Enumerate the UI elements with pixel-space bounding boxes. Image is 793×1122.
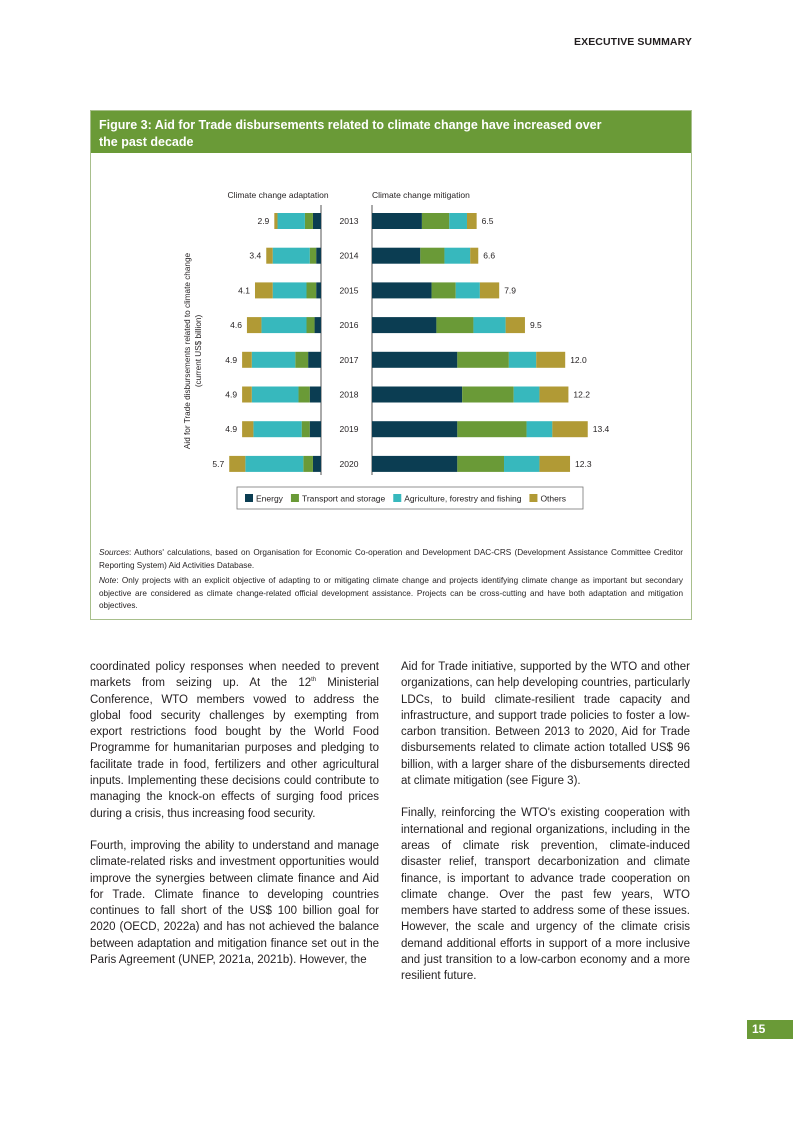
adaptation-bar-segment-others <box>229 456 245 472</box>
adaptation-bar-segment-energy <box>310 387 321 403</box>
adaptation-bar-segment-agriculture-forestry-and-fishing <box>253 421 301 437</box>
stacked-bar-chart <box>91 111 691 541</box>
adaptation-bar-segment-energy <box>313 213 321 229</box>
mitigation-bar-segment-others <box>552 421 587 437</box>
mitigation-bar-segment-others <box>470 248 478 264</box>
adaptation-bar-segment-agriculture-forestry-and-fishing <box>252 387 299 403</box>
year-label: 2017 <box>339 354 359 365</box>
mitigation-bar-segment-agriculture-forestry-and-fishing <box>449 213 467 229</box>
mitigation-bar-segment-transport-and-storage <box>457 352 509 368</box>
year-label: 2020 <box>339 458 359 469</box>
mitigation-total-label: 12.3 <box>575 458 592 469</box>
adaptation-bar-segment-energy <box>316 282 321 298</box>
mitigation-bar-segment-energy <box>372 248 420 264</box>
mitigation-bar-segment-agriculture-forestry-and-fishing <box>473 317 505 333</box>
adaptation-bar-segment-agriculture-forestry-and-fishing <box>278 213 305 229</box>
year-label: 2018 <box>339 389 359 400</box>
figure-title-line-1: Figure 3: Aid for Trade disbursements related to climate change have increased over <box>99 118 602 132</box>
mitigation-bar-segment-energy <box>372 387 462 403</box>
body-column-right <box>401 659 690 1001</box>
mitigation-bar-segment-energy <box>372 421 457 437</box>
adaptation-total-label: 2.9 <box>257 216 270 226</box>
note-label: Note <box>99 576 117 585</box>
page-number: 15 <box>747 1020 793 1039</box>
legend-swatch-transport-and-storage <box>291 494 299 502</box>
mitigation-bar-segment-agriculture-forestry-and-fishing <box>509 352 536 368</box>
year-label: 2014 <box>339 250 359 261</box>
legend-label-energy: Energy <box>256 493 283 504</box>
adaptation-bar-segment-transport-and-storage <box>298 387 309 403</box>
mitigation-bar-segment-transport-and-storage <box>436 317 473 333</box>
mitigation-bar-segment-others <box>480 282 499 298</box>
adaptation-total-label: 5.7 <box>212 458 225 469</box>
mitigation-bar-segment-agriculture-forestry-and-fishing <box>504 456 539 472</box>
mitigation-bar-segment-transport-and-storage <box>457 456 504 472</box>
legend-label-agriculture-forestry-and-fishing: Agriculture, forestry and fishing <box>404 493 522 504</box>
mitigation-bar-segment-agriculture-forestry-and-fishing <box>514 387 540 403</box>
sources-label: Sources <box>99 548 130 557</box>
mitigation-bar-segment-agriculture-forestry-and-fishing <box>444 248 470 264</box>
adaptation-bar-segment-transport-and-storage <box>305 213 313 229</box>
mitigation-bar-segment-transport-and-storage <box>462 387 514 403</box>
adaptation-total-label: 4.9 <box>225 424 238 435</box>
adaptation-bar-segment-others <box>274 213 277 229</box>
legend-swatch-agriculture-forestry-and-fishing <box>393 494 401 502</box>
y-axis-label: Aid for Trade disbursements related to climate change (current US$ billion) <box>183 252 203 450</box>
adaptation-bar-segment-agriculture-forestry-and-fishing <box>252 352 295 368</box>
adaptation-total-label: 4.9 <box>225 389 238 400</box>
adaptation-bar-segment-energy <box>308 352 321 368</box>
year-label: 2015 <box>339 285 359 296</box>
adaptation-bar-segment-transport-and-storage <box>295 352 308 368</box>
mitigation-total-label: 12.2 <box>573 389 590 400</box>
adaptation-total-label: 4.6 <box>230 320 242 331</box>
mitigation-total-label: 13.4 <box>592 424 610 435</box>
mitigation-bar-segment-energy <box>372 213 422 229</box>
mitigation-panel-title: Climate change mitigation <box>372 190 470 200</box>
adaptation-bar-segment-energy <box>310 421 321 437</box>
adaptation-bar-segment-others <box>255 282 273 298</box>
adaptation-bar-segment-energy <box>316 248 321 264</box>
adaptation-bar-segment-transport-and-storage <box>310 248 316 264</box>
adaptation-bar-segment-others <box>242 352 252 368</box>
mitigation-bar-segment-transport-and-storage <box>422 213 449 229</box>
mitigation-bar-segment-energy <box>372 352 457 368</box>
paragraph: Aid for Trade initiative, supported by the WTO and other organizations, can help developing countries, particularly LDCs, to build climate-resilient trade capacity and infrastructure, and support trade policies to foster a low-carbon transition. Between 2013 to 2020, Aid for Trade disbursements related to climate action totalled US$ 96 billion, with a larger share of the disbursements directed at climate mitigation (see Figure 3). <box>401 661 690 788</box>
mitigation-total-label: 9.5 <box>529 320 542 331</box>
body-column-left <box>90 659 379 984</box>
paragraph <box>90 659 379 822</box>
ordinal-suffix: th <box>311 677 317 684</box>
legend-label-transport-and-storage: Transport and storage <box>301 493 386 504</box>
figure-notes <box>99 547 683 616</box>
mitigation-bar-segment-energy <box>372 317 436 333</box>
figure-sources <box>99 547 683 572</box>
mitigation-bar-segment-transport-and-storage <box>432 282 456 298</box>
mitigation-bar-segment-energy <box>372 282 432 298</box>
adaptation-bar-segment-others <box>242 421 253 437</box>
year-label: 2013 <box>339 216 359 226</box>
mitigation-bar-segment-transport-and-storage <box>420 248 444 264</box>
mitigation-bar-segment-others <box>506 317 525 333</box>
paragraph: Fourth, improving the ability to understand and manage climate-related risks and investment opportunities would improve the synergies between climate finance and Aid for Trade. Climate finance to developing countries continues to fall short of the US$ 100 billion goal for 2020 (OECD, 2022a) and has not achieved the balance between adaptation and mitigation finance set out in the Paris Agreement (UNEP, 2021a, 2021b). However, the <box>90 839 379 967</box>
legend-label-others: Others <box>540 493 566 504</box>
figure-title-line-2: the past decade <box>99 135 194 149</box>
adaptation-total-label: 4.9 <box>225 354 238 365</box>
adaptation-bar-segment-transport-and-storage <box>307 282 317 298</box>
adaptation-bar-segment-agriculture-forestry-and-fishing <box>245 456 303 472</box>
legend-swatch-others <box>529 494 537 502</box>
adaptation-bar-segment-agriculture-forestry-and-fishing <box>273 248 310 264</box>
mitigation-total-label: 6.5 <box>481 216 494 226</box>
adaptation-bar-segment-agriculture-forestry-and-fishing <box>261 317 306 333</box>
legend-swatch-energy <box>245 494 253 502</box>
year-label: 2016 <box>339 320 359 331</box>
mitigation-total-label: 12.0 <box>570 354 587 365</box>
sources-text: : Authors' calculations, based on Organisation for Economic Co-operation and Development DAC-CRS (Development Assistance Committee Creditor Reporting System) Aid Activities Database. <box>99 548 683 570</box>
note-text: : Only projects with an explicit objective of adapting to or mitigating climate change and projects identifying climate change as important but secondary objective are considered as climate change-related official development assistance. Projects can be cross-cutting and have both adaptation and mitigation objectives. <box>99 576 683 610</box>
paragraph-text: Ministerial Conference, WTO members vowed to address the global food security challenges by exempting from export restrictions food bought by the World Food Programme for humanitarian purposes and pledging to facilitate trade in food, fertilizers and other agricultural inputs. Implementing these decisions could contribute to managing the knock-on effects of surging food prices during a crisis, thus increasing food security. <box>90 677 379 820</box>
adaptation-bar-segment-transport-and-storage <box>307 317 315 333</box>
adaptation-bar-segment-others <box>247 317 261 333</box>
year-label: 2019 <box>339 424 359 435</box>
adaptation-bar-segment-transport-and-storage <box>303 456 313 472</box>
mitigation-bar-segment-agriculture-forestry-and-fishing <box>527 421 553 437</box>
mitigation-bar-segment-others <box>539 387 568 403</box>
paragraph-text: coordinated policy responses when needed to prevent markets from seizing up. At the 12 <box>90 661 379 690</box>
adaptation-bar-segment-energy <box>313 456 321 472</box>
mitigation-bar-segment-others <box>539 456 570 472</box>
mitigation-bar-segment-energy <box>372 456 457 472</box>
paragraph: Finally, reinforcing the WTO's existing cooperation with international and regional organizations, including in the areas of climate risk prevention, climate-induced disaster relief, transport decarbonization and climate finance, is important to advance trade cooperation on climate change. Over the past few years, WTO members have started to address some of these issues. However, the scale and urgency of the climate crisis demand additional efforts in support of a more inclusive and just transition to a low-carbon economy and a more resilient future. <box>401 807 690 983</box>
running-head: EXECUTIVE SUMMARY <box>574 36 692 48</box>
mitigation-bar-segment-others <box>467 213 477 229</box>
adaptation-total-label: 3.4 <box>249 250 262 261</box>
adaptation-bar-segment-agriculture-forestry-and-fishing <box>273 282 307 298</box>
adaptation-bar-segment-others <box>242 387 252 403</box>
adaptation-panel-title: Climate change adaptation <box>227 190 329 200</box>
adaptation-bar-segment-others <box>266 248 272 264</box>
mitigation-bar-segment-transport-and-storage <box>457 421 526 437</box>
mitigation-bar-segment-others <box>536 352 565 368</box>
mitigation-total-label: 6.6 <box>483 250 496 261</box>
adaptation-bar-segment-energy <box>315 317 321 333</box>
figure-3 <box>90 110 692 620</box>
adaptation-total-label: 4.1 <box>238 285 250 296</box>
figure-note <box>99 575 683 613</box>
adaptation-bar-segment-transport-and-storage <box>302 421 310 437</box>
mitigation-bar-segment-agriculture-forestry-and-fishing <box>456 282 480 298</box>
mitigation-total-label: 7.9 <box>504 285 517 296</box>
